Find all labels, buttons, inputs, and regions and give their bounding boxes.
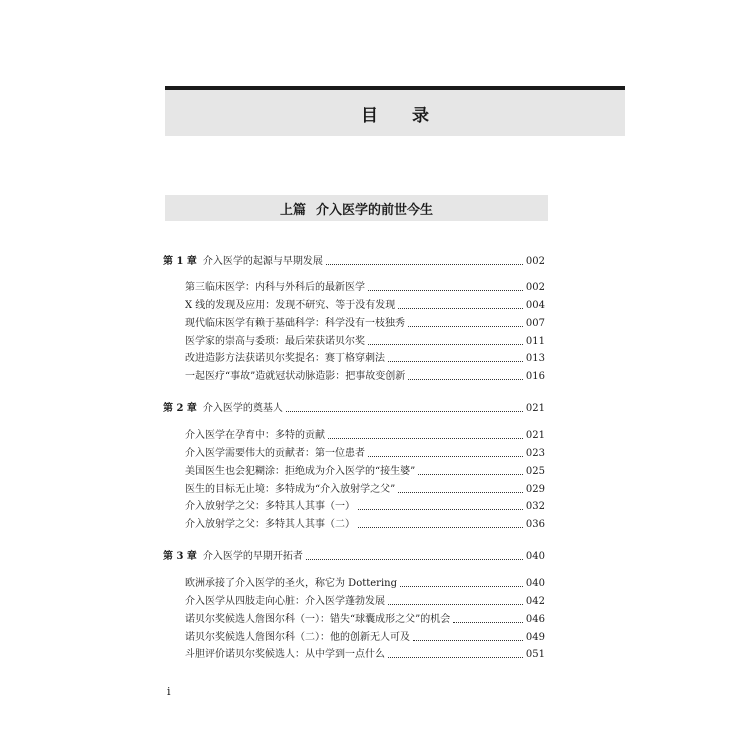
- section-title: 介入放射学之父：多特其人其事（二）: [185, 519, 355, 530]
- dot-leader: [418, 474, 523, 475]
- page-ref: 042: [525, 596, 545, 607]
- chapter-entry[interactable]: [163, 401, 545, 415]
- dot-leader: [408, 326, 523, 327]
- section-title: X 线的发现及应用：发现不研究、等于没有发现: [185, 300, 396, 311]
- page-ref: 025: [525, 466, 545, 477]
- page-ref: 016: [525, 371, 545, 382]
- dot-leader: [286, 411, 523, 412]
- section-entry[interactable]: [185, 612, 545, 626]
- page-ref: 007: [525, 318, 545, 329]
- section-entry[interactable]: [185, 517, 545, 531]
- section-entry[interactable]: [185, 351, 545, 365]
- chapter-title: 介入医学的早期开拓者: [202, 551, 303, 562]
- section-entry[interactable]: [185, 647, 545, 661]
- dot-leader: [408, 379, 523, 380]
- page-ref: 040: [525, 551, 545, 562]
- section-title: 介入医学在孕育中：多特的贡献: [185, 430, 325, 441]
- section-title: 改进造影方法获诺贝尔奖提名：赛丁格穿刺法: [185, 353, 385, 364]
- page-ref: 029: [525, 484, 545, 495]
- page-ref: 002: [525, 282, 545, 293]
- section-title: 第三临床医学：内科与外科后的最新医学: [185, 282, 365, 293]
- section-title: 美国医生也会犯糊涂：拒绝成为介入医学的“接生婆”: [185, 466, 416, 477]
- section-entry[interactable]: [185, 630, 545, 644]
- page-ref: 049: [525, 632, 545, 643]
- section-entry[interactable]: [185, 280, 545, 294]
- chapter-number: 第 3 章: [163, 551, 197, 562]
- section-title: 介入放射学之父：多特其人其事（一）: [185, 501, 355, 512]
- section-entry[interactable]: [185, 298, 545, 312]
- section-entry[interactable]: [185, 334, 545, 348]
- dot-leader: [358, 509, 523, 510]
- part-label: 上篇: [279, 202, 306, 218]
- page-ref: 051: [525, 649, 545, 660]
- page-ref: 032: [525, 501, 545, 512]
- chapter-title: 介入医学的起源与早期发展: [202, 256, 323, 267]
- page-ref: 036: [525, 519, 545, 530]
- page-ref: 004: [525, 300, 545, 311]
- dot-leader: [388, 657, 523, 658]
- section-entry[interactable]: [185, 446, 545, 460]
- dot-leader: [326, 264, 523, 265]
- dot-leader: [368, 290, 523, 291]
- dot-leader: [306, 559, 523, 560]
- page-number: i: [167, 685, 171, 698]
- dot-leader: [358, 527, 523, 528]
- chapter-entry[interactable]: [163, 254, 545, 268]
- section-entry[interactable]: [185, 428, 545, 442]
- part-heading: [165, 195, 548, 221]
- chapter-number: 第 1 章: [163, 256, 197, 267]
- section-title: 介入医学需要伟大的贡献者：第一位患者: [185, 448, 365, 459]
- dot-leader: [453, 622, 523, 623]
- dot-leader: [328, 438, 523, 439]
- dot-leader: [368, 456, 523, 457]
- section-title: 医生的目标无止境：多特成为“介入放射学之父”: [185, 484, 396, 495]
- chapter-title: 介入医学的奠基人: [202, 403, 283, 414]
- dot-leader: [388, 604, 523, 605]
- page-ref: 023: [525, 448, 545, 459]
- dot-leader: [398, 492, 523, 493]
- dot-leader: [413, 640, 523, 641]
- dot-leader: [368, 344, 523, 345]
- page-ref: 046: [525, 614, 545, 625]
- page-ref: 040: [525, 578, 545, 589]
- section-entry[interactable]: [185, 594, 545, 608]
- section-entry[interactable]: [185, 464, 545, 478]
- section-title: 现代临床医学有赖于基础科学：科学没有一枝独秀: [185, 318, 405, 329]
- section-title: 诺贝尔奖候选人詹图尔科（一）：错失“球囊成形之父”的机会: [185, 614, 451, 625]
- dot-leader: [400, 586, 523, 587]
- page-ref: 002: [525, 256, 545, 267]
- section-title: 介入医学从四肢走向心脏：介入医学蓬勃发展: [185, 596, 385, 607]
- page-ref: 011: [525, 336, 545, 347]
- dot-leader: [388, 361, 523, 362]
- chapter-entry[interactable]: [163, 549, 545, 563]
- chapter-number: 第 2 章: [163, 403, 197, 414]
- toc-title-bar: [165, 86, 625, 136]
- toc-title: 目 录: [361, 105, 443, 126]
- section-entry[interactable]: [185, 316, 545, 330]
- section-title: 欧洲承接了介入医学的圣火，称它为 Dottering: [185, 578, 397, 589]
- section-entry[interactable]: [185, 499, 545, 513]
- page-ref: 021: [525, 403, 545, 414]
- section-title: 斗胆评价诺贝尔奖候选人：从中学到一点什么: [185, 649, 385, 660]
- section-title: 一起医疗“事故”造就冠状动脉造影：把事故变创新: [185, 371, 406, 382]
- dot-leader: [398, 308, 523, 309]
- part-title: 介入医学的前世今生: [316, 202, 434, 218]
- page-ref: 021: [525, 430, 545, 441]
- page-ref: 013: [525, 353, 545, 364]
- section-title: 医学家的崇高与委琐：最后荣获诺贝尔奖: [185, 336, 365, 347]
- section-entry[interactable]: [185, 369, 545, 383]
- section-entry[interactable]: [185, 482, 545, 496]
- section-entry[interactable]: [185, 576, 545, 590]
- section-title: 诺贝尔奖候选人詹图尔科（二）：他的创新无人可及: [185, 632, 410, 643]
